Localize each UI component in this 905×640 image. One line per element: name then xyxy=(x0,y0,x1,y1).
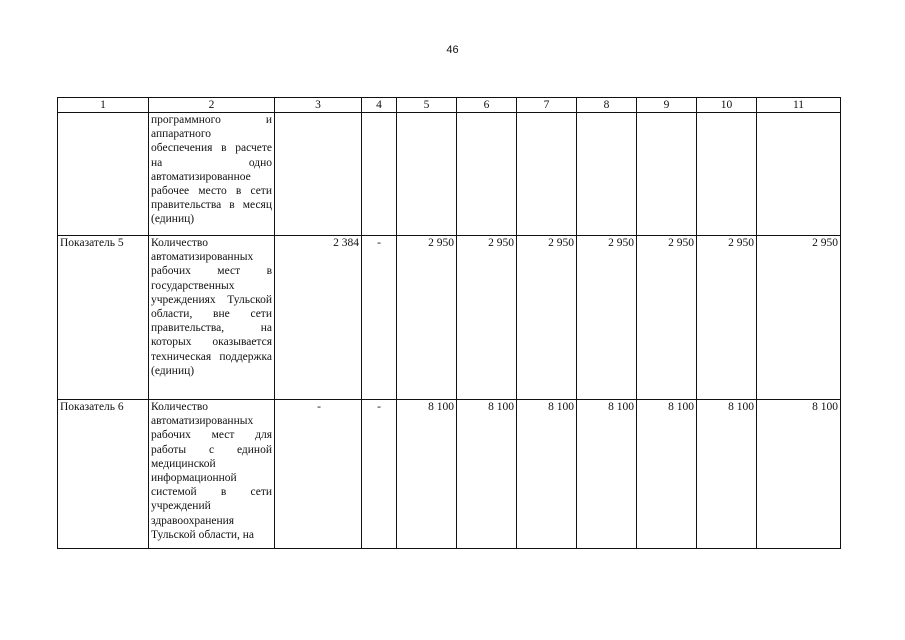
table-cell: 2 950 xyxy=(697,236,757,400)
table-cell xyxy=(362,113,397,236)
column-header: 1 xyxy=(58,98,149,113)
indicator-description: Количество автоматизированных рабочих мест для работы с единой медицинской информационной системой в сети учреждений здравоохранения Тульской области, на xyxy=(149,400,275,549)
table-cell xyxy=(757,113,841,236)
table-cell: - xyxy=(362,236,397,400)
table-cell xyxy=(697,113,757,236)
table-cell xyxy=(517,113,577,236)
table-cell: 2 950 xyxy=(397,236,457,400)
table-cell: 8 100 xyxy=(697,400,757,549)
indicator-description: программного и аппаратного обеспечения в расчете на одно автоматизированное рабочее место в сети правительства в месяц (единиц) xyxy=(149,113,275,236)
table-row xyxy=(58,400,841,549)
page-number: 46 xyxy=(446,44,459,56)
table-cell: - xyxy=(275,400,362,549)
column-header: 5 xyxy=(397,98,457,113)
table-cell: - xyxy=(362,400,397,549)
table-cell xyxy=(275,113,362,236)
indicator-label: Показатель 6 xyxy=(58,400,149,549)
table-cell: 2 950 xyxy=(757,236,841,400)
table-cell: 2 950 xyxy=(577,236,637,400)
table-cell: 8 100 xyxy=(457,400,517,549)
table-cell: 8 100 xyxy=(637,400,697,549)
column-header: 11 xyxy=(757,98,841,113)
column-header: 3 xyxy=(275,98,362,113)
indicators-table xyxy=(57,97,841,549)
table-cell xyxy=(457,113,517,236)
column-header: 8 xyxy=(577,98,637,113)
table-cell: 8 100 xyxy=(757,400,841,549)
indicator-label: Показатель 5 xyxy=(58,236,149,400)
column-header: 10 xyxy=(697,98,757,113)
column-header: 7 xyxy=(517,98,577,113)
table-cell: 2 950 xyxy=(457,236,517,400)
table-cell: 2 950 xyxy=(637,236,697,400)
table-cell: 8 100 xyxy=(397,400,457,549)
table-cell xyxy=(577,113,637,236)
column-header: 4 xyxy=(362,98,397,113)
table-header-row xyxy=(58,98,841,113)
table-cell: 8 100 xyxy=(577,400,637,549)
table-cell: 2 384 xyxy=(275,236,362,400)
column-header: 6 xyxy=(457,98,517,113)
indicator-description: Количество автоматизированных рабочих мест в государственных учреждениях Тульской области, вне сети правительства, на которых оказывается техническая поддержка (единиц) xyxy=(149,236,275,400)
indicator-label xyxy=(58,113,149,236)
table-cell xyxy=(637,113,697,236)
column-header: 9 xyxy=(637,98,697,113)
table-cell: 2 950 xyxy=(517,236,577,400)
table-cell xyxy=(397,113,457,236)
table-row xyxy=(58,113,841,236)
table-row xyxy=(58,236,841,400)
column-header: 2 xyxy=(149,98,275,113)
table-cell: 8 100 xyxy=(517,400,577,549)
